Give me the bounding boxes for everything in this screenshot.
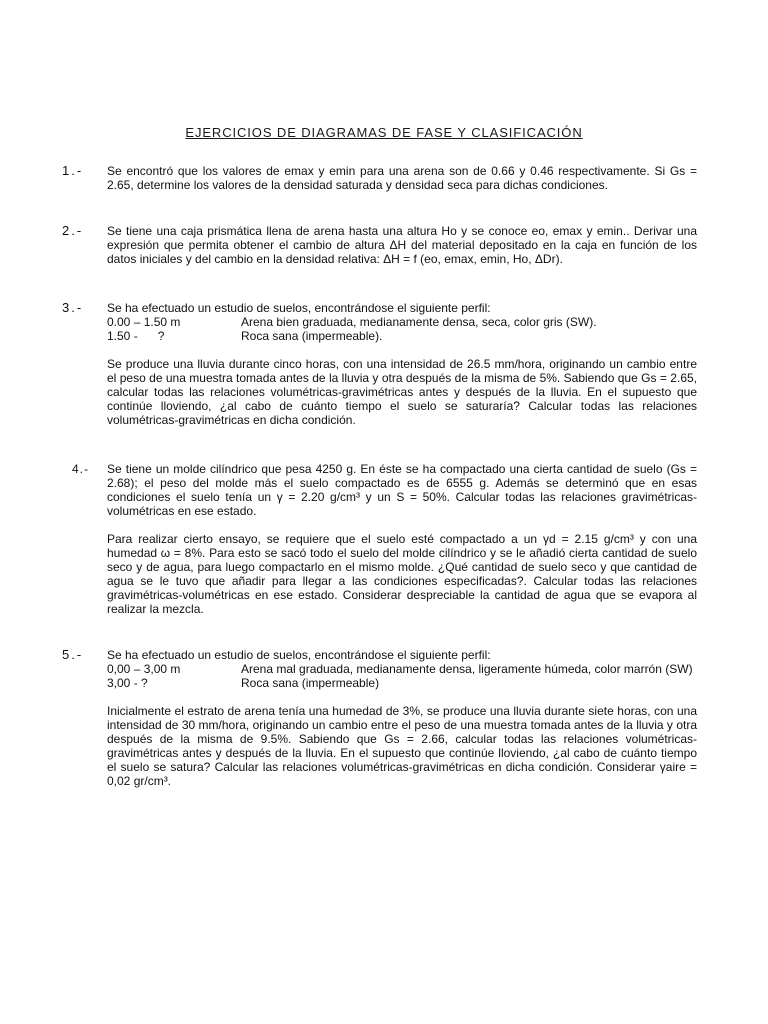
exercise-paragraph: Para realizar cierto ensayo, se requiere que el suelo esté compactado a un γd = 2.15 g/cm³ y con una humedad ω = 8%. Para esto se sacó todo el suelo del molde cilíndrico y se le añadió cierta cantidad de suelo seco y de agua, para luego compactarlo en el mismo molde. ¿Qué cantidad de suelo seco y que cantidad de agua se le tuvo que añadir para llegar a las condiciones especificadas?. Calcular todas las relaciones gravimétricas-volumétricas en ese estado. Considerar despreciable la cantidad de agua que se evapora al realizar la mezcla.	[107, 532, 697, 616]
exercise-number: 3.-	[62, 300, 84, 315]
profile-depth: 3,00 - ?	[107, 676, 148, 690]
profile-row	[107, 329, 697, 343]
profile-row	[107, 662, 697, 676]
profile-description: Arena mal graduada, medianamente densa, ligeramente húmeda, color marrón (SW)	[241, 662, 693, 676]
profile-description: Arena bien graduada, medianamente densa, seca, color gris (SW).	[241, 315, 597, 329]
exercise-body	[107, 164, 697, 192]
profile-intro: Se ha efectuado un estudio de suelos, encontrándose el siguiente perfil:	[107, 648, 491, 662]
exercise-paragraph: Inicialmente el estrato de arena tenía una humedad de 3%, se produce una lluvia durante siete horas, con una intensidad de 30 mm/hora, originando un cambio entre el peso de una muestra tomada antes de la lluvia y otra después de la misma de 9.5%. Sabiendo que Gs = 2.66, calcular todas las relaciones volumétricas-gravimétricas antes y después de la lluvia. En el supuesto que continúe lloviendo, ¿al cabo de cuánto tiempo el suelo se satura? Calcular las relaciones volumétricas-gravimétricas en dicha condición. Considerar γaire = 0,02 gr/cm³.	[107, 704, 697, 788]
profile-depth: 0,00 – 3,00 m	[107, 662, 181, 676]
exercise-body	[107, 301, 697, 427]
page-title: EJERCICIOS DE DIAGRAMAS DE FASE Y CLASIFICACIÓN	[185, 125, 583, 140]
exercise-number: 4.-	[72, 462, 90, 476]
exercise-paragraph: Se encontró que los valores de emax y emin para una arena son de 0.66 y 0.46 respectivamente. Si Gs = 2.65, determine los valores de la densidad saturada y densidad seca para dichas condiciones.	[107, 164, 697, 192]
profile-row	[107, 315, 697, 329]
profile-depth: 0.00 – 1.50 m	[107, 315, 181, 329]
profile-description: Roca sana (impermeable)	[241, 676, 380, 690]
profile-depth: 1.50 - ?	[107, 329, 165, 343]
exercise-paragraph: Se produce una lluvia durante cinco horas, con una intensidad de 26.5 mm/hora, originando un cambio entre el peso de una muestra tomada antes de la lluvia y otra después de la misma de 5%. Sabiendo que Gs = 2.65, calcular todas las relaciones volumétricas-gravimétricas antes y después de la lluvia. En el supuesto que continúe lloviendo, ¿al cabo de cuánto tiempo el suelo se saturaría? Calcular todas las relaciones volumétricas-gravimétricas en dicha condición.	[107, 357, 697, 427]
exercise-number: 5.-	[62, 647, 84, 662]
profile-description: Roca sana (impermeable).	[241, 329, 383, 343]
exercise-body	[107, 224, 697, 266]
exercise-paragraph: Se tiene un molde cilíndrico que pesa 4250 g. En éste se ha compactado una cierta cantidad de suelo (Gs = 2.68); el peso del molde más el suelo compactado es de 6555 g. Además se determinó que en esas condiciones el suelo tenía un γ = 2.20 g/cm³ y un S = 50%. Calcular todas las relaciones gravimétricas-volumétricas en ese estado.	[107, 462, 697, 518]
exercise-paragraph: Se tiene una caja prismática llena de arena hasta una altura Ho y se conoce eo, emax y emin.. Derivar una expresión que permita obtener el cambio de altura ΔH del material depositado en la caja en función de los datos iniciales y del cambio en la densidad relativa: ΔH = f (eo, emax, emin, Ho, ΔDr).	[107, 224, 697, 266]
profile-intro: Se ha efectuado un estudio de suelos, encontrándose el siguiente perfil:	[107, 301, 491, 315]
exercise-body	[107, 462, 697, 616]
exercise-body	[107, 648, 697, 788]
exercise-number: 1.-	[62, 163, 84, 178]
profile-row	[107, 676, 697, 690]
exercise-number: 2.-	[62, 223, 84, 238]
